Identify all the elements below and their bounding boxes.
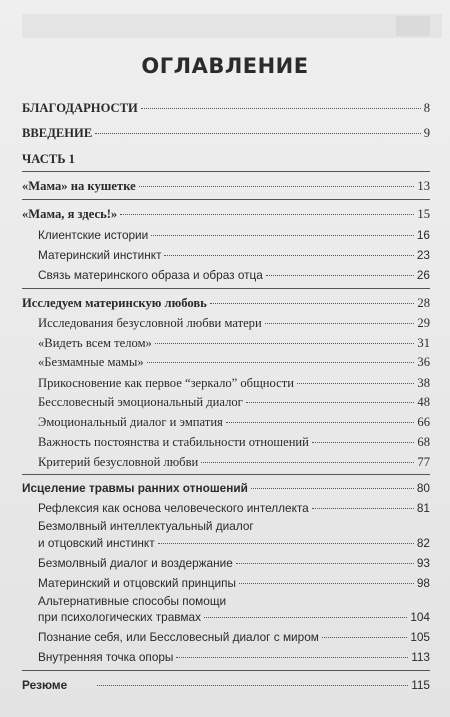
toc-entry-bezmolvny-vozd[interactable]: Безмолвный диалог и воздержание 93 — [38, 556, 430, 570]
toc-entry-emo-dialog[interactable]: Эмоциональный диалог и эмпатия 66 — [38, 415, 430, 429]
toc-entry-principy[interactable]: Материнский и отцовский принципы 98 — [38, 576, 430, 590]
divider — [22, 199, 430, 200]
toc-entry-mama-kushetka[interactable]: «Мама» на кушетке 13 — [22, 179, 430, 193]
toc-entry-videt[interactable]: «Видеть всем телом» 31 — [38, 336, 430, 350]
toc-entry-mama-zdes[interactable]: «Мама, я здесь!» 15 — [22, 207, 430, 221]
toc-entry-instinkt[interactable]: Материнский инстинкт 23 — [38, 248, 430, 262]
toc-entry-vnutrennyaya[interactable]: Внутренняя точка опоры 113 — [38, 650, 430, 664]
page-title: ОГЛАВЛЕНИЕ — [141, 54, 309, 78]
toc-entry-klientskie[interactable]: Клиентские истории 16 — [38, 228, 430, 242]
toc-entry-issledovaniya[interactable]: Исследования безусловной любви матери 29 — [38, 316, 430, 330]
toc-entry-prikosnovenie[interactable]: Прикосновение как первое “зеркало” общности 38 — [38, 376, 430, 390]
toc-entry-bezmamnye[interactable]: «Безмамные мамы» 36 — [38, 355, 430, 369]
toc-entry-rezyume[interactable]: Резюме 115 — [22, 678, 430, 692]
toc-entry-poznanie[interactable]: Познание себя, или Бессловесный диалог с миром 105 — [38, 630, 430, 644]
toc-entry-alternativnye[interactable]: при психологических травмах 104 — [38, 610, 430, 624]
toc-entry-vvedenie[interactable]: ВВЕДЕНИЕ 9 — [22, 126, 430, 140]
toc-entry-kriteriy[interactable]: Критерий безусловной любви 77 — [38, 455, 430, 469]
toc-entry-blagodarnosti[interactable]: БЛАГОДАРНОСТИ 8 — [22, 101, 430, 115]
toc-entry-vazhnost[interactable]: Важность постоянства и стабильности отношений 68 — [38, 435, 430, 449]
toc-entry-svyaz[interactable]: Связь материнского образа и образ отца 26 — [38, 268, 430, 282]
toc-entry-refleksiya[interactable]: Рефлексия как основа человеческого интеллекта 81 — [38, 501, 430, 515]
toc-entry-issleduem[interactable]: Исследуем материнскую любовь 28 — [22, 296, 430, 310]
toc-part-1: ЧАСТЬ 1 — [22, 152, 75, 166]
divider — [22, 171, 430, 172]
toc-entry-alternativnye-line1: Альтернативные способы помощи — [38, 594, 227, 608]
divider — [22, 474, 430, 475]
toc-entry-iscelenie[interactable]: Исцеление травмы ранних отношений 80 — [22, 481, 430, 495]
toc-entry-bezmolvny-intel-line1: Безмолвный интеллектуальный диалог — [38, 519, 254, 533]
divider — [22, 670, 430, 671]
toc-entry-bezmolvny-intel[interactable]: и отцовский инстинкт 82 — [38, 536, 430, 550]
toc-entry-bessloves[interactable]: Бессловесный эмоциональный диалог 48 — [38, 395, 430, 409]
divider — [22, 288, 430, 289]
